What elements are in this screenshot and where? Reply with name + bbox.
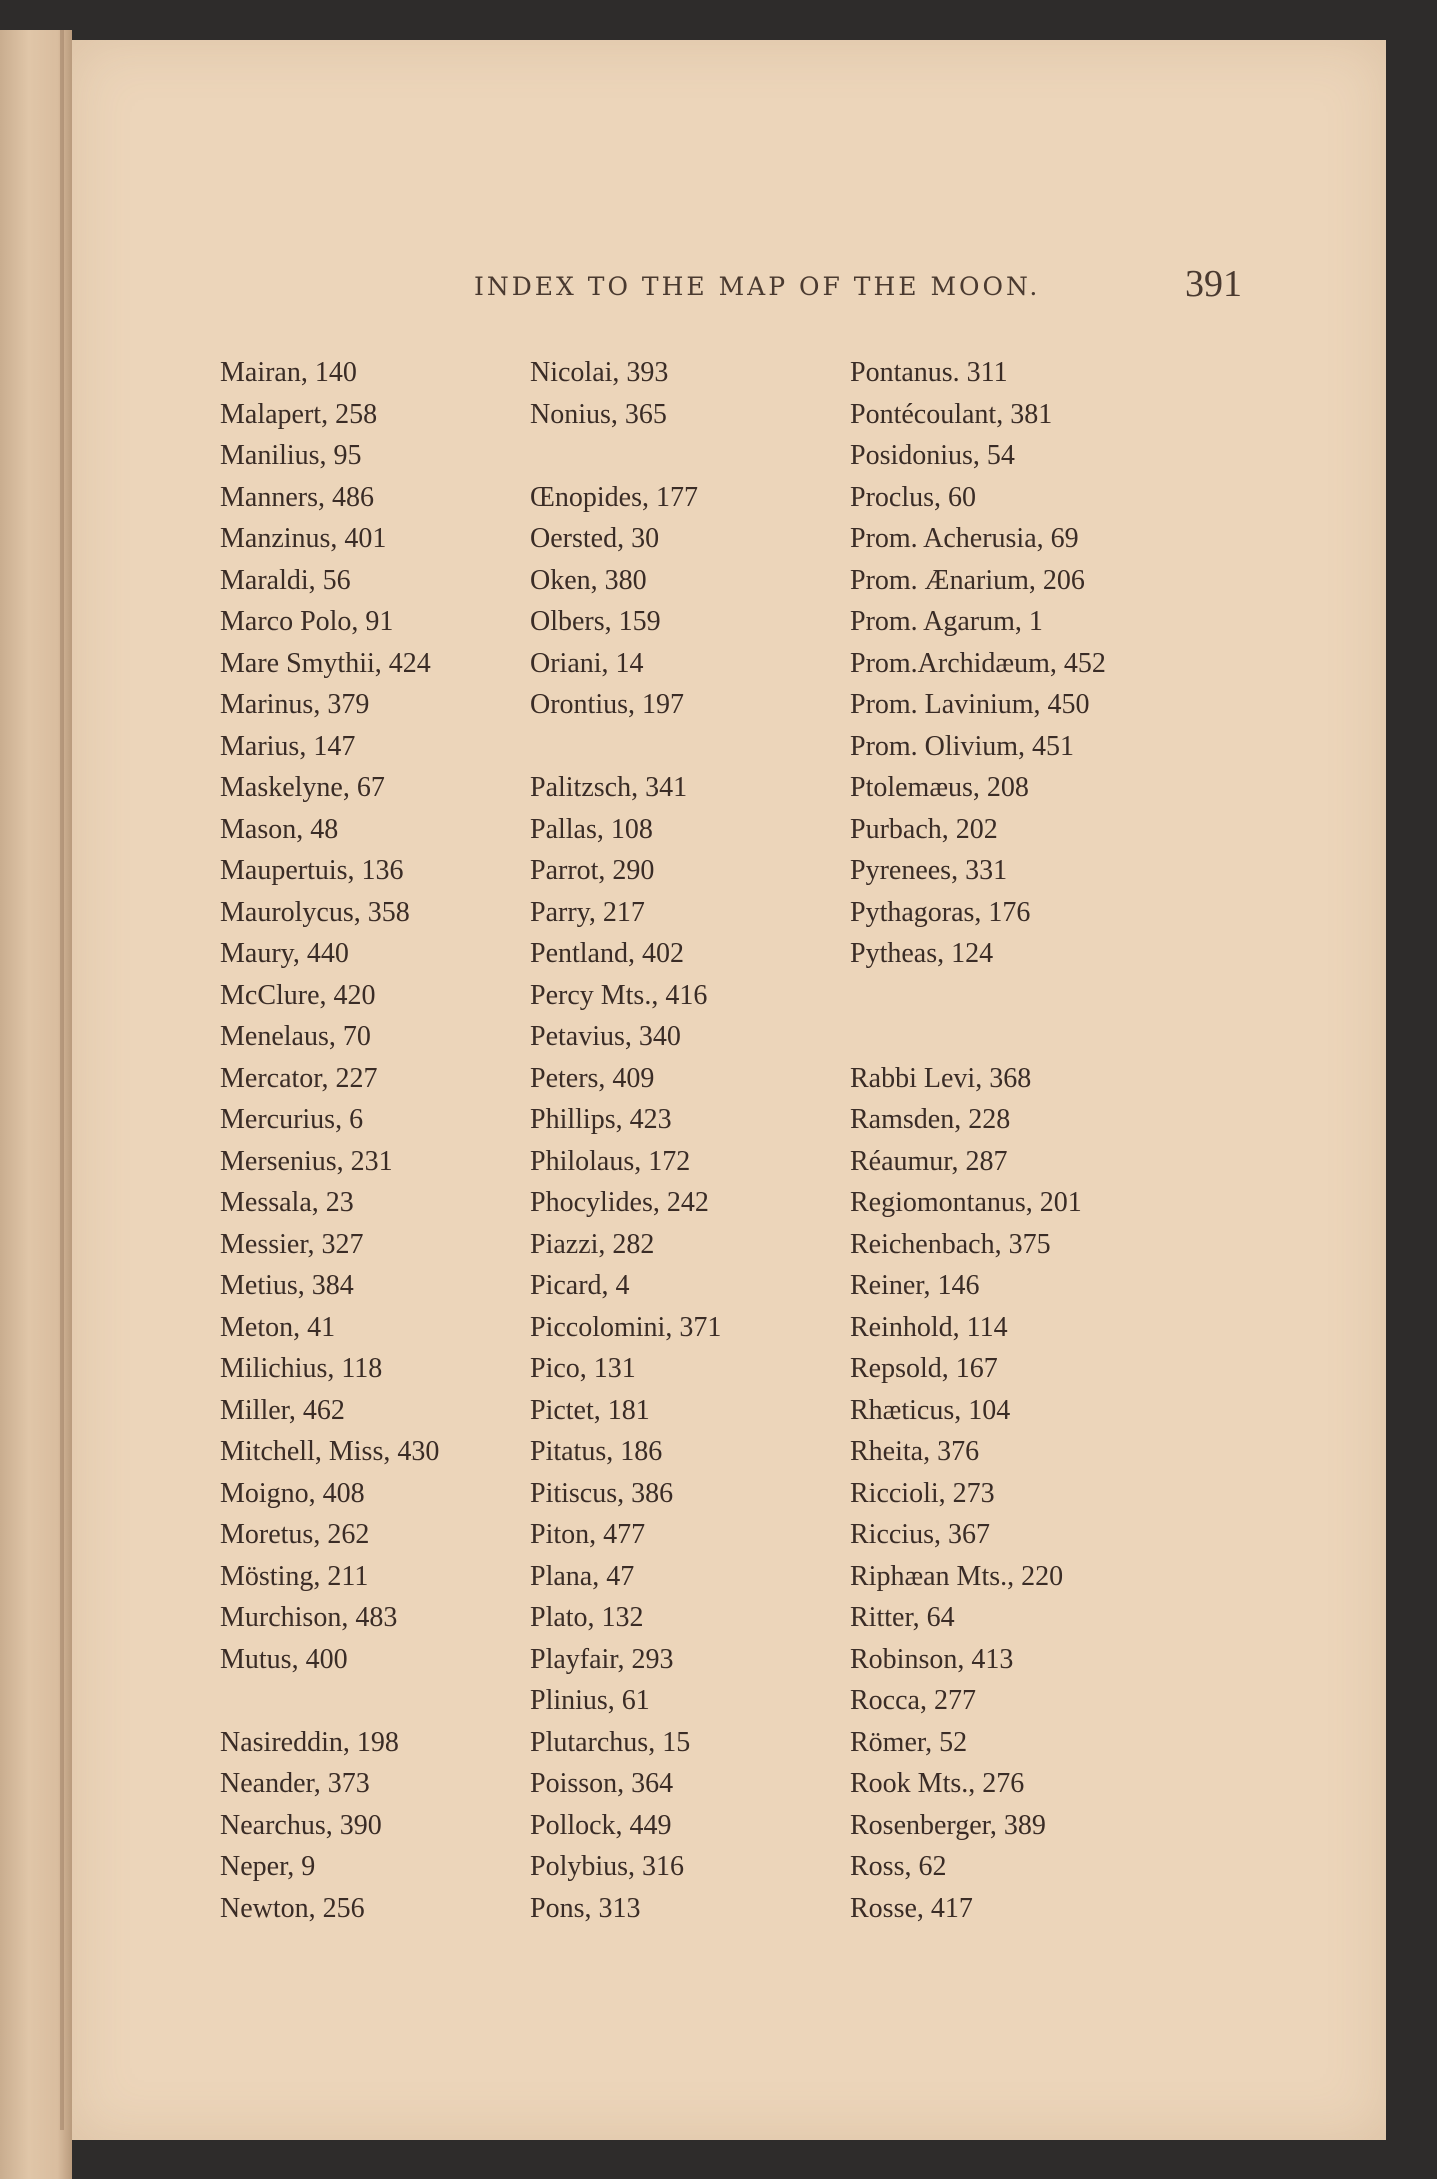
index-entry: Rheita, 376 — [850, 1436, 980, 1467]
index-entry: Pytheas, 124 — [850, 938, 994, 969]
index-entry: Maurolycus, 358 — [220, 896, 410, 928]
index-entry — [850, 975, 1106, 1017]
index-entry: Römer, 52 — [850, 1726, 968, 1758]
index-entry: Rabbi Levi, 368 — [850, 1062, 1032, 1094]
index-entry: Robinson, 413 — [850, 1643, 1014, 1675]
index-entry: Nonius, 365 — [530, 398, 667, 430]
index-entry: Metius, 384 — [220, 1270, 354, 1301]
index-entry: Playfair, 293 — [530, 1643, 674, 1675]
index-entry: Pontanus. 311 — [850, 357, 1008, 388]
index-entry: Proclus, 60 — [850, 481, 976, 513]
index-entry: Mersenius, 231 — [220, 1145, 393, 1177]
index-entry: Nasireddin, 198 — [220, 1726, 399, 1758]
index-entry: Pictet, 181 — [530, 1394, 650, 1426]
index-entry: Ramsden, 228 — [850, 1104, 1011, 1135]
index-entry: Piazzi, 282 — [530, 1228, 655, 1260]
index-entry: Riphæan Mts., 220 — [850, 1560, 1064, 1592]
index-entry: Pitiscus, 386 — [530, 1477, 674, 1509]
index-entry: Mare Smythii, 424 — [220, 647, 431, 679]
index-entry: Rosse, 417 — [850, 1892, 973, 1924]
index-entry: Murchison, 483 — [220, 1602, 398, 1633]
index-entry: Plato, 132 — [530, 1602, 644, 1633]
index-entry: Messier, 327 — [220, 1228, 364, 1260]
index-entry: Plutarchus, 15 — [530, 1726, 691, 1758]
index-entry: Réaumur, 287 — [850, 1145, 1008, 1177]
index-entry: Menelaus, 70 — [220, 1021, 371, 1052]
index-entry: Miller, 462 — [220, 1394, 345, 1426]
index-entry: Newton, 256 — [220, 1892, 365, 1924]
index-entry: Oken, 380 — [530, 564, 647, 596]
index-entry: Pollock, 449 — [530, 1809, 672, 1841]
index-entry: Mutus, 400 — [220, 1643, 348, 1675]
index-entry: Pentland, 402 — [530, 938, 684, 969]
index-entry: Polybius, 316 — [530, 1851, 685, 1882]
index-entry: Pons, 313 — [530, 1892, 641, 1924]
index-entry — [850, 1016, 1106, 1058]
index-entry: Petavius, 340 — [530, 1021, 681, 1052]
index-entry: Palitzsch, 341 — [530, 772, 688, 803]
index-entry: Moretus, 262 — [220, 1519, 370, 1550]
book-page — [72, 40, 1386, 2140]
index-entry: McClure, 420 — [220, 979, 376, 1011]
index-entry: Ritter, 64 — [850, 1602, 955, 1633]
index-entry: Neander, 373 — [220, 1768, 370, 1799]
index-entry: Oersted, 30 — [530, 523, 660, 554]
index-entry: Reinhold, 114 — [850, 1311, 1008, 1343]
index-entry: Phillips, 423 — [530, 1104, 672, 1135]
index-entry: Riccius, 367 — [850, 1519, 990, 1550]
index-entry: Oriani, 14 — [530, 647, 644, 679]
index-entry: Prom. Olivium, 451 — [850, 730, 1075, 762]
index-entry: Regiomontanus, 201 — [850, 1187, 1082, 1218]
index-entry: Pythagoras, 176 — [850, 896, 1031, 928]
index-entry: Phocylides, 242 — [530, 1187, 709, 1218]
index-entry: Manilius, 95 — [220, 440, 362, 471]
index-entry: Riccioli, 273 — [850, 1477, 995, 1509]
index-entry: Plinius, 61 — [530, 1685, 650, 1716]
index-entry — [530, 726, 721, 768]
index-entry: Pyrenees, 331 — [850, 855, 1008, 886]
index-entry: Mercator, 227 — [220, 1062, 378, 1094]
index-entry: Reichenbach, 375 — [850, 1228, 1051, 1260]
page-number: 391 — [1185, 263, 1242, 305]
index-entry: Nicolai, 393 — [530, 357, 669, 388]
index-entry: Neper, 9 — [220, 1851, 316, 1882]
index-entry: Pico, 131 — [530, 1353, 636, 1384]
gutter-line — [60, 30, 64, 2130]
index-entry — [530, 435, 721, 477]
index-entry: Messala, 23 — [220, 1187, 354, 1218]
index-entry: Œnopides, 177 — [530, 481, 698, 513]
index-entry: Prom. Lavinium, 450 — [850, 689, 1090, 720]
index-entry: Parry, 217 — [530, 896, 645, 928]
index-entry: Rocca, 277 — [850, 1685, 976, 1716]
running-header: INDEX TO THE MAP OF THE MOON. — [474, 272, 1041, 301]
index-entry: Philolaus, 172 — [530, 1145, 691, 1177]
index-entry: Manzinus, 401 — [220, 523, 387, 554]
index-entry: Maury, 440 — [220, 938, 349, 969]
index-entry: Olbers, 159 — [530, 606, 661, 637]
index-column-1 — [220, 352, 439, 1929]
index-entry: Orontius, 197 — [530, 689, 684, 720]
index-column-2 — [530, 352, 721, 1929]
index-entry: Meton, 41 — [220, 1311, 336, 1343]
index-entry: Mercurius, 6 — [220, 1104, 364, 1135]
index-entry: Prom. Ænarium, 206 — [850, 564, 1085, 596]
index-entry — [220, 1680, 439, 1722]
index-entry: Repsold, 167 — [850, 1353, 998, 1384]
index-entry: Marco Polo, 91 — [220, 606, 394, 637]
index-entry: Rhæticus, 104 — [850, 1394, 1011, 1426]
index-entry: Piccolomini, 371 — [530, 1311, 722, 1343]
index-entry: Mösting, 211 — [220, 1560, 369, 1592]
index-entry: Mason, 48 — [220, 813, 339, 845]
index-entry: Peters, 409 — [530, 1062, 655, 1094]
index-entry: Nearchus, 390 — [220, 1809, 382, 1841]
index-entry: Marius, 147 — [220, 730, 356, 762]
index-entry: Mitchell, Miss, 430 — [220, 1436, 440, 1467]
index-entry: Milichius, 118 — [220, 1353, 383, 1384]
index-entry: Moigno, 408 — [220, 1477, 365, 1509]
index-entry: Pallas, 108 — [530, 813, 653, 845]
index-entry: Pontécoulant, 381 — [850, 398, 1053, 430]
index-entry: Maskelyne, 67 — [220, 772, 385, 803]
index-entry: Prom.Archidæum, 452 — [850, 647, 1106, 679]
index-entry: Mairan, 140 — [220, 357, 357, 388]
index-column-3 — [850, 352, 1106, 1929]
index-entry: Poisson, 364 — [530, 1768, 674, 1799]
index-entry: Prom. Agarum, 1 — [850, 606, 1043, 637]
index-entry: Ptolemæus, 208 — [850, 772, 1029, 803]
index-entry: Picard, 4 — [530, 1270, 630, 1301]
index-entry: Marinus, 379 — [220, 689, 370, 720]
index-entry: Maupertuis, 136 — [220, 855, 404, 886]
index-entry: Posidonius, 54 — [850, 440, 1015, 471]
index-entry: Pitatus, 186 — [530, 1436, 663, 1467]
index-entry: Plana, 47 — [530, 1560, 635, 1592]
index-entry: Reiner, 146 — [850, 1270, 980, 1301]
index-entry: Purbach, 202 — [850, 813, 998, 845]
index-entry: Prom. Acherusia, 69 — [850, 523, 1079, 554]
index-entry: Rook Mts., 276 — [850, 1768, 1025, 1799]
index-entry: Piton, 477 — [530, 1519, 646, 1550]
index-entry: Ross, 62 — [850, 1851, 947, 1882]
index-entry: Percy Mts., 416 — [530, 979, 708, 1011]
index-entry: Rosenberger, 389 — [850, 1809, 1046, 1841]
index-entry: Maraldi, 56 — [220, 564, 351, 596]
index-entry: Parrot, 290 — [530, 855, 655, 886]
index-entry: Manners, 486 — [220, 481, 374, 513]
index-entry: Malapert, 258 — [220, 398, 378, 430]
